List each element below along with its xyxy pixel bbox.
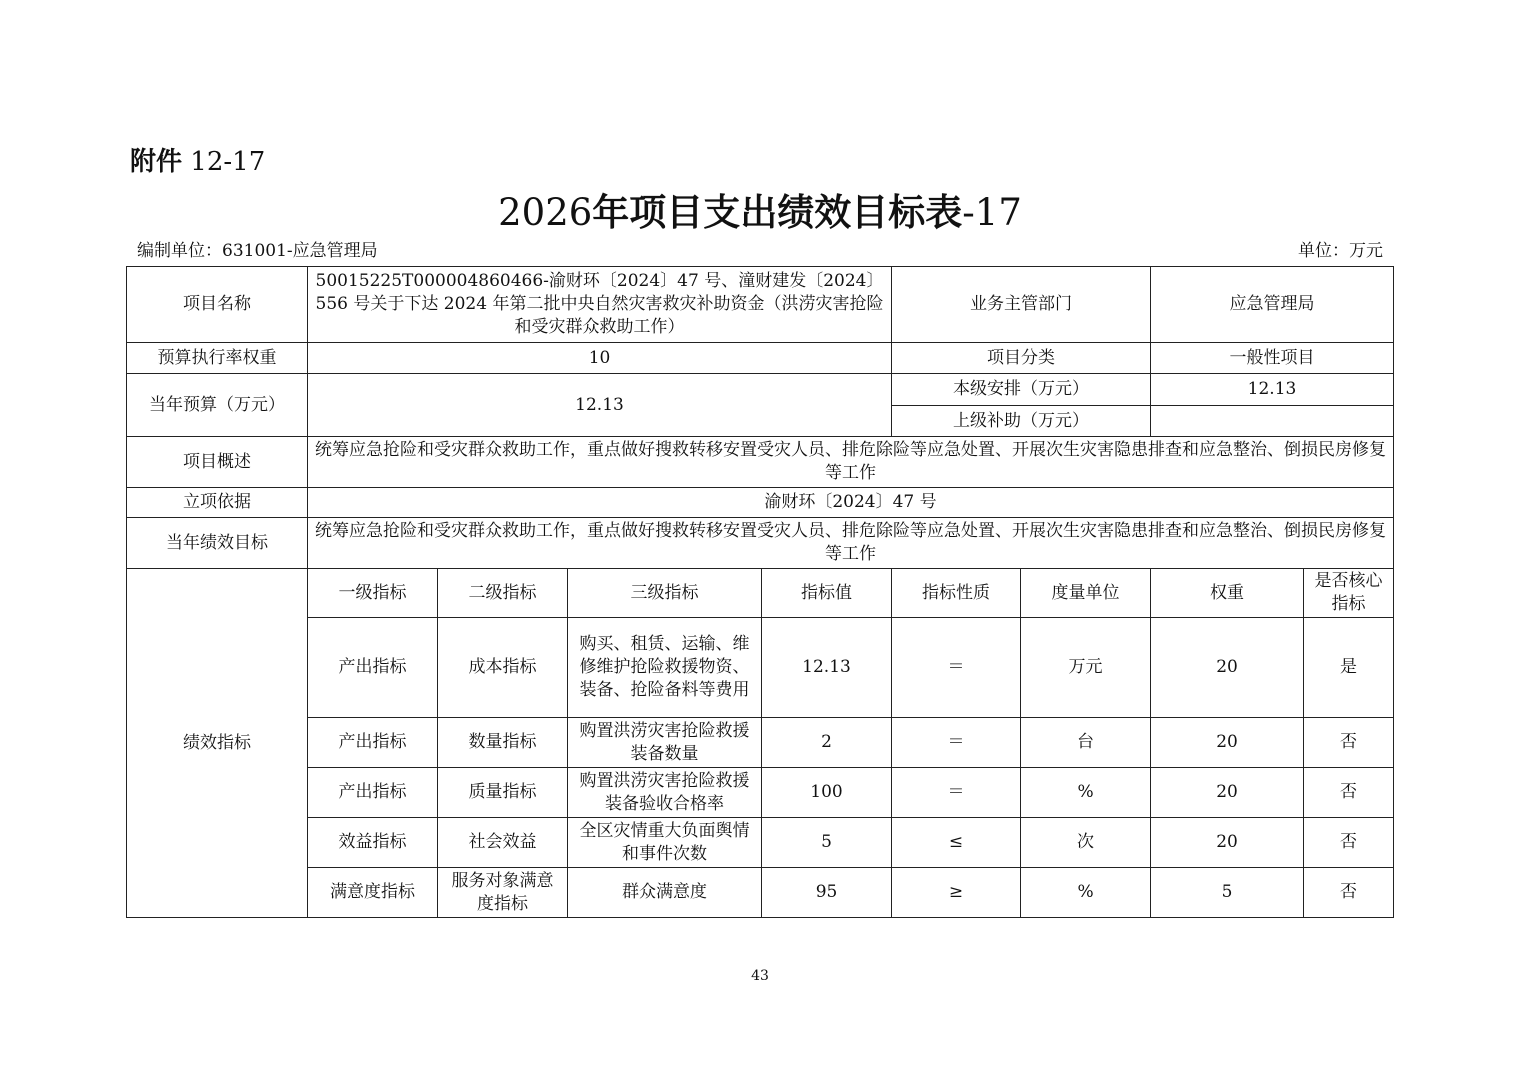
performance-table [126,266,1394,918]
indicator-cell: 20 [1151,618,1304,718]
indicator-cell: 质量指标 [438,768,568,818]
indicator-cell: 购置洪涝灾害抢险救援装备数量 [568,718,762,768]
indicator-cell: 100 [762,768,892,818]
project-name-value: 50015225T000004860466-渝财环〔2024〕47 号、潼财建发〔2024〕556 号关于下达 2024 年第二批中央自然灾害救灾补助资金（洪涝灾害抢险和受灾群众救助工作） [308,267,892,343]
indicator-cell: 数量指标 [438,718,568,768]
indicator-cell: 万元 [1021,618,1151,718]
indicator-row [127,818,1394,868]
compiling-unit: 编制单位：631001-应急管理局 [137,241,378,261]
upper-label: 上级补助（万元） [892,406,1151,437]
overview-label: 项目概述 [127,437,308,488]
category-label: 项目分类 [892,343,1151,374]
title-text: 年项目支出绩效目标表 [592,191,963,234]
indicator-row [127,768,1394,818]
indicator-cell: 20 [1151,818,1304,868]
indicator-cell: 效益指标 [308,818,438,868]
indicator-cell: ≤ [892,818,1021,868]
indicator-cell: 成本指标 [438,618,568,718]
table-row [127,267,1394,343]
header-cell: 权重 [1151,569,1304,618]
header-cell: 二级指标 [438,569,568,618]
indicator-cell: 否 [1304,718,1394,768]
indicator-cell: 社会效益 [438,818,568,868]
indicator-cell: 95 [762,868,892,918]
indicators-section-label: 绩效指标 [127,569,308,918]
table-row [127,343,1394,374]
indicator-row [127,618,1394,718]
table-row [127,518,1394,569]
indicator-cell: ＝ [892,718,1021,768]
table-row [127,488,1394,518]
indicator-cell: 20 [1151,768,1304,818]
project-name-label: 项目名称 [127,267,308,343]
indicator-row [127,718,1394,768]
indicator-cell: 20 [1151,718,1304,768]
indicator-cell: 是 [1304,618,1394,718]
budget-label: 当年预算（万元） [127,374,308,437]
header-cell: 一级指标 [308,569,438,618]
upper-value [1151,406,1394,437]
indicator-cell: 否 [1304,768,1394,818]
header-cell: 指标性质 [892,569,1021,618]
header-cell: 是否核心指标 [1304,569,1394,618]
table-row [127,374,1394,406]
indicator-cell: 5 [1151,868,1304,918]
indicator-cell: 满意度指标 [308,868,438,918]
indicator-cell: 购置洪涝灾害抢险救援装备验收合格率 [568,768,762,818]
category-value: 一般性项目 [1151,343,1394,374]
header-cell: 三级指标 [568,569,762,618]
basis-label: 立项依据 [127,488,308,518]
page-title [0,190,1520,236]
indicator-cell: 群众满意度 [568,868,762,918]
indicator-row [127,868,1394,918]
overview-value: 统筹应急抢险和受灾群众救助工作，重点做好搜救转移安置受灾人员、排危除险等应急处置、开展次生灾害隐患排查和应急整治、倒损民房修复等工作 [308,437,1394,488]
page-number: 43 [751,968,769,984]
goal-label: 当年绩效目标 [127,518,308,569]
indicator-header-row [127,569,1394,618]
local-value: 12.13 [1151,374,1394,406]
indicator-cell: 购买、租赁、运输、维修维护抢险救援物资、装备、抢险备料等费用 [568,618,762,718]
basis-value: 渝财环〔2024〕47 号 [308,488,1394,518]
indicator-cell: 5 [762,818,892,868]
attachment-number: 12-17 [190,147,266,177]
indicator-cell: 2 [762,718,892,768]
indicator-cell: ＝ [892,768,1021,818]
title-year: 2026 [498,191,593,234]
currency-unit: 单位：万元 [1298,241,1383,261]
exec-weight-label: 预算执行率权重 [127,343,308,374]
indicator-cell: ＝ [892,618,1021,718]
goal-value: 统筹应急抢险和受灾群众救助工作，重点做好搜救转移安置受灾人员、排危除险等应急处置、开展次生灾害隐患排查和应急整治、倒损民房修复等工作 [308,518,1394,569]
indicator-cell: 服务对象满意度指标 [438,868,568,918]
indicator-cell: 台 [1021,718,1151,768]
indicator-cell: 全区灾情重大负面舆情和事件次数 [568,818,762,868]
dept-label: 业务主管部门 [892,267,1151,343]
header-cell: 指标值 [762,569,892,618]
attachment-word: 附件 [130,147,183,177]
indicator-cell: 12.13 [762,618,892,718]
indicator-cell: % [1021,868,1151,918]
indicator-cell: 产出指标 [308,718,438,768]
attachment-label [130,146,265,178]
indicator-cell: 否 [1304,818,1394,868]
budget-value: 12.13 [308,374,892,437]
table-row [127,437,1394,488]
indicator-cell: ≥ [892,868,1021,918]
dept-value: 应急管理局 [1151,267,1394,343]
local-label: 本级安排（万元） [892,374,1151,406]
indicator-cell: 产出指标 [308,618,438,718]
indicator-cell: 次 [1021,818,1151,868]
title-suffix: -17 [962,191,1022,234]
exec-weight-value: 10 [308,343,892,374]
indicator-cell: % [1021,768,1151,818]
header-cell: 度量单位 [1021,569,1151,618]
indicator-cell: 否 [1304,868,1394,918]
indicator-cell: 产出指标 [308,768,438,818]
